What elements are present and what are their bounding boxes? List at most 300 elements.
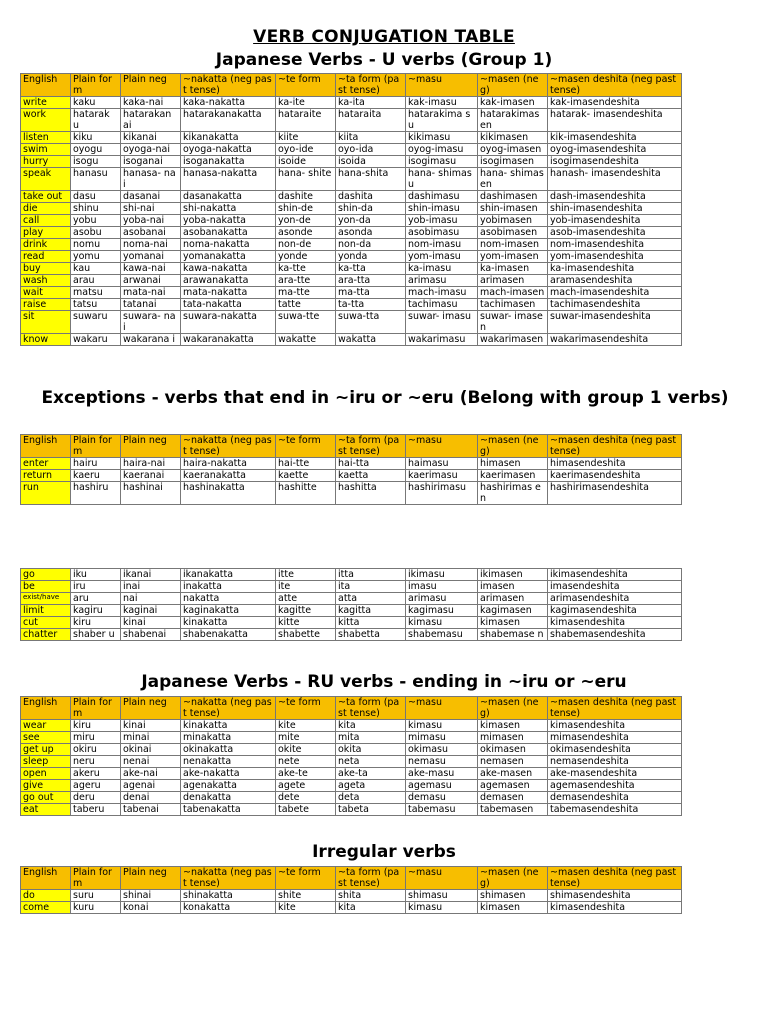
column-header: ~masen deshita (neg past tense) xyxy=(548,867,682,890)
section-title-exceptions: Exceptions - verbs that end in ~iru or ~eru (Belong with group 1 verbs) xyxy=(41,388,729,408)
conjugation-cell: dasu xyxy=(71,191,121,203)
conjugation-cell: demasu xyxy=(406,792,478,804)
conjugation-cell: iru xyxy=(71,581,121,593)
conjugation-cell: kimasen xyxy=(478,617,548,629)
conjugation-cell: kawa-nai xyxy=(121,263,181,275)
english-cell: raise xyxy=(21,299,71,311)
conjugation-cell: miru xyxy=(71,732,121,744)
section-title-irregular: Irregular verbs xyxy=(312,842,456,862)
table-row xyxy=(21,780,682,792)
conjugation-cell: imasendeshita xyxy=(548,581,682,593)
conjugation-cell: minakatta xyxy=(181,732,276,744)
table-exceptions xyxy=(20,434,682,505)
conjugation-cell: kaginakatta xyxy=(181,605,276,617)
conjugation-cell: kinai xyxy=(121,617,181,629)
conjugation-cell: ake-ta xyxy=(336,768,406,780)
conjugation-cell: ake-masendeshita xyxy=(548,768,682,780)
table-row xyxy=(21,299,682,311)
conjugation-cell: hashitta xyxy=(336,482,406,505)
conjugation-cell: oyog-imasu xyxy=(406,144,478,156)
conjugation-cell: nom-imasendeshita xyxy=(548,239,682,251)
conjugation-cell: wakaru xyxy=(71,334,121,346)
english-cell: drink xyxy=(21,239,71,251)
conjugation-cell: isogimasendeshita xyxy=(548,156,682,168)
english-cell: wear xyxy=(21,720,71,732)
conjugation-cell: hatarak u xyxy=(71,109,121,132)
english-cell: be xyxy=(21,581,71,593)
column-header: Plain form xyxy=(71,867,121,890)
conjugation-cell: okiru xyxy=(71,744,121,756)
english-cell: speak xyxy=(21,168,71,191)
conjugation-cell: tabenai xyxy=(121,804,181,816)
conjugation-cell: minai xyxy=(121,732,181,744)
conjugation-cell: aramasendeshita xyxy=(548,275,682,287)
table-row xyxy=(21,569,682,581)
english-cell: sit xyxy=(21,311,71,334)
conjugation-cell: yom-imasu xyxy=(406,251,478,263)
table-header-row xyxy=(21,697,682,720)
conjugation-cell: okimasu xyxy=(406,744,478,756)
column-header: ~nakatta (neg past tense) xyxy=(181,435,276,458)
conjugation-cell: okinai xyxy=(121,744,181,756)
column-header: ~nakatta (neg past tense) xyxy=(181,867,276,890)
conjugation-cell: shi-nakatta xyxy=(181,203,276,215)
column-header: Plain form xyxy=(71,697,121,720)
conjugation-cell: yomanakatta xyxy=(181,251,276,263)
english-cell: write xyxy=(21,97,71,109)
conjugation-cell: himasen xyxy=(478,458,548,470)
conjugation-cell: kau xyxy=(71,263,121,275)
column-header: English xyxy=(21,697,71,720)
conjugation-cell: kimasu xyxy=(406,902,478,914)
english-cell: wait xyxy=(21,287,71,299)
column-header: ~masen (neg) xyxy=(478,867,548,890)
conjugation-cell: nenakatta xyxy=(181,756,276,768)
conjugation-cell: deru xyxy=(71,792,121,804)
table-row xyxy=(21,132,682,144)
english-cell: enter xyxy=(21,458,71,470)
conjugation-cell: shinakatta xyxy=(181,890,276,902)
table-row xyxy=(21,581,682,593)
conjugation-cell: kiita xyxy=(336,132,406,144)
conjugation-cell: kimasu xyxy=(406,720,478,732)
table-row xyxy=(21,768,682,780)
column-header: ~nakatta (neg past tense) xyxy=(181,74,276,97)
table-row xyxy=(21,756,682,768)
conjugation-cell: hana-shita xyxy=(336,168,406,191)
conjugation-cell: imasu xyxy=(406,581,478,593)
conjugation-cell: suwara-nakatta xyxy=(181,311,276,334)
conjugation-cell: hatarakima su xyxy=(406,109,478,132)
conjugation-cell: kimasen xyxy=(478,902,548,914)
conjugation-cell: shabenakatta xyxy=(181,629,276,641)
conjugation-cell: ka-tte xyxy=(276,263,336,275)
column-header: ~ta form (past tense) xyxy=(336,697,406,720)
table-other-exceptions xyxy=(20,568,682,641)
conjugation-cell: hana- shimasu xyxy=(406,168,478,191)
conjugation-cell: tabemasendeshita xyxy=(548,804,682,816)
english-cell: know xyxy=(21,334,71,346)
conjugation-cell: atta xyxy=(336,593,406,605)
english-cell: take out xyxy=(21,191,71,203)
conjugation-cell: nete xyxy=(276,756,336,768)
conjugation-cell: non-da xyxy=(336,239,406,251)
conjugation-cell: hataraite xyxy=(276,109,336,132)
conjugation-cell: yob-imasu xyxy=(406,215,478,227)
conjugation-cell: kagimasu xyxy=(406,605,478,617)
conjugation-cell: hashinakatta xyxy=(181,482,276,505)
conjugation-cell: kaginai xyxy=(121,605,181,617)
conjugation-cell: hashinai xyxy=(121,482,181,505)
page-title: VERB CONJUGATION TABLE xyxy=(253,27,515,47)
conjugation-cell: yob-imasendeshita xyxy=(548,215,682,227)
table-row xyxy=(21,482,682,505)
conjugation-cell: shita xyxy=(336,890,406,902)
conjugation-cell: kimasu xyxy=(406,617,478,629)
conjugation-cell: kagiru xyxy=(71,605,121,617)
column-header: ~te form xyxy=(276,867,336,890)
conjugation-cell: isogimasen xyxy=(478,156,548,168)
english-cell: read xyxy=(21,251,71,263)
table-row xyxy=(21,732,682,744)
conjugation-cell: hashitte xyxy=(276,482,336,505)
conjugation-cell: shi-nai xyxy=(121,203,181,215)
column-header: Plain form xyxy=(71,74,121,97)
conjugation-cell: ikanakatta xyxy=(181,569,276,581)
conjugation-cell: nakatta xyxy=(181,593,276,605)
column-header: Plain neg xyxy=(121,697,181,720)
conjugation-cell: agenakatta xyxy=(181,780,276,792)
conjugation-cell: hai-tte xyxy=(276,458,336,470)
conjugation-cell: kiite xyxy=(276,132,336,144)
english-cell: go out xyxy=(21,792,71,804)
conjugation-cell: agenai xyxy=(121,780,181,792)
conjugation-cell: kiku xyxy=(71,132,121,144)
column-header: ~masen deshita (neg past tense) xyxy=(548,697,682,720)
conjugation-cell: oyoga-nakatta xyxy=(181,144,276,156)
column-header: ~masu xyxy=(406,435,478,458)
conjugation-cell: dete xyxy=(276,792,336,804)
conjugation-cell: ara-tta xyxy=(336,275,406,287)
conjugation-cell: kagimasen xyxy=(478,605,548,617)
conjugation-cell: ikanai xyxy=(121,569,181,581)
conjugation-cell: konai xyxy=(121,902,181,914)
conjugation-cell: wakarimasu xyxy=(406,334,478,346)
conjugation-cell: shabetta xyxy=(336,629,406,641)
column-header: ~masen (neg) xyxy=(478,74,548,97)
conjugation-cell: mach-imasu xyxy=(406,287,478,299)
conjugation-cell: asobanakatta xyxy=(181,227,276,239)
conjugation-cell: kinai xyxy=(121,720,181,732)
conjugation-cell: kaetta xyxy=(336,470,406,482)
conjugation-cell: shin-imasendeshita xyxy=(548,203,682,215)
english-cell: eat xyxy=(21,804,71,816)
english-cell: sleep xyxy=(21,756,71,768)
conjugation-cell: arimasen xyxy=(478,593,548,605)
conjugation-cell: hashirimas en xyxy=(478,482,548,505)
table-row xyxy=(21,144,682,156)
conjugation-cell: ikimasendeshita xyxy=(548,569,682,581)
conjugation-cell: isogimasu xyxy=(406,156,478,168)
english-cell: give xyxy=(21,780,71,792)
conjugation-cell: asob-imasendeshita xyxy=(548,227,682,239)
conjugation-cell: nemasen xyxy=(478,756,548,768)
conjugation-cell: okimasen xyxy=(478,744,548,756)
conjugation-cell: kimasendeshita xyxy=(548,617,682,629)
conjugation-cell: hataraita xyxy=(336,109,406,132)
conjugation-cell: oyoga-nai xyxy=(121,144,181,156)
conjugation-cell: hanash- imasendeshita xyxy=(548,168,682,191)
conjugation-cell: kaette xyxy=(276,470,336,482)
english-cell: wash xyxy=(21,275,71,287)
conjugation-cell: shabette xyxy=(276,629,336,641)
conjugation-cell: kak-imasendeshita xyxy=(548,97,682,109)
conjugation-cell: hana- shimasen xyxy=(478,168,548,191)
conjugation-cell: kite xyxy=(276,720,336,732)
conjugation-cell: agemasu xyxy=(406,780,478,792)
table-row xyxy=(21,168,682,191)
conjugation-cell: hanasu xyxy=(71,168,121,191)
conjugation-cell: noma-nai xyxy=(121,239,181,251)
conjugation-cell: isoide xyxy=(276,156,336,168)
conjugation-cell: dasanai xyxy=(121,191,181,203)
conjugation-cell: shinai xyxy=(121,890,181,902)
conjugation-cell: atte xyxy=(276,593,336,605)
conjugation-cell: mach-imasen xyxy=(478,287,548,299)
column-header: ~masen deshita (neg past tense) xyxy=(548,74,682,97)
conjugation-cell: demasendeshita xyxy=(548,792,682,804)
section-title-group1: Japanese Verbs - U verbs (Group 1) xyxy=(215,50,553,70)
conjugation-cell: tabemasu xyxy=(406,804,478,816)
column-header: English xyxy=(21,74,71,97)
table-row xyxy=(21,458,682,470)
conjugation-cell: suwaru xyxy=(71,311,121,334)
conjugation-cell: kak-imasen xyxy=(478,97,548,109)
conjugation-cell: ka-imasen xyxy=(478,263,548,275)
conjugation-cell: suwar-imasendeshita xyxy=(548,311,682,334)
conjugation-cell: mata-nakatta xyxy=(181,287,276,299)
conjugation-cell: yom-imasen xyxy=(478,251,548,263)
english-cell: swim xyxy=(21,144,71,156)
conjugation-cell: nemasendeshita xyxy=(548,756,682,768)
conjugation-cell: ka-imasendeshita xyxy=(548,263,682,275)
english-cell: do xyxy=(21,890,71,902)
conjugation-cell: kita xyxy=(336,902,406,914)
conjugation-cell: yobimasen xyxy=(478,215,548,227)
conjugation-cell: wakatta xyxy=(336,334,406,346)
conjugation-cell: kikimasu xyxy=(406,132,478,144)
english-cell: limit xyxy=(21,605,71,617)
english-cell: die xyxy=(21,203,71,215)
english-cell: run xyxy=(21,482,71,505)
english-cell: chatter xyxy=(21,629,71,641)
conjugation-cell: shimasendeshita xyxy=(548,890,682,902)
table-row xyxy=(21,744,682,756)
conjugation-cell: kikanakatta xyxy=(181,132,276,144)
conjugation-cell: shin-imasu xyxy=(406,203,478,215)
conjugation-cell: noma-nakatta xyxy=(181,239,276,251)
column-header: ~masen (neg) xyxy=(478,435,548,458)
conjugation-cell: hatarakanakatta xyxy=(181,109,276,132)
conjugation-cell: shimasu xyxy=(406,890,478,902)
conjugation-cell: kitte xyxy=(276,617,336,629)
conjugation-cell: kiru xyxy=(71,720,121,732)
english-cell: listen xyxy=(21,132,71,144)
conjugation-cell: shabemase n xyxy=(478,629,548,641)
conjugation-cell: suwara- nai xyxy=(121,311,181,334)
conjugation-cell: matsu xyxy=(71,287,121,299)
conjugation-cell: kagitte xyxy=(276,605,336,617)
table-row xyxy=(21,792,682,804)
column-header: ~ta form (past tense) xyxy=(336,74,406,97)
english-cell: hurry xyxy=(21,156,71,168)
english-cell: exist/have xyxy=(21,593,71,605)
table-header-row xyxy=(21,74,682,97)
conjugation-cell: hairu xyxy=(71,458,121,470)
conjugation-cell: ikimasen xyxy=(478,569,548,581)
conjugation-cell: kagitta xyxy=(336,605,406,617)
conjugation-cell: yoba-nai xyxy=(121,215,181,227)
table-row xyxy=(21,109,682,132)
column-header: ~ta form (past tense) xyxy=(336,867,406,890)
table-ru-verbs xyxy=(20,696,682,816)
conjugation-cell: inai xyxy=(121,581,181,593)
conjugation-cell: mite xyxy=(276,732,336,744)
conjugation-cell: kimasendeshita xyxy=(548,720,682,732)
conjugation-cell: okimasendeshita xyxy=(548,744,682,756)
table-row xyxy=(21,263,682,275)
conjugation-cell: suwar- imasu xyxy=(406,311,478,334)
conjugation-cell: denai xyxy=(121,792,181,804)
conjugation-cell: kaerimasen xyxy=(478,470,548,482)
column-header: ~masen (neg) xyxy=(478,697,548,720)
conjugation-cell: okita xyxy=(336,744,406,756)
english-cell: go xyxy=(21,569,71,581)
conjugation-cell: itte xyxy=(276,569,336,581)
conjugation-cell: hai-tta xyxy=(336,458,406,470)
english-cell: come xyxy=(21,902,71,914)
conjugation-cell: dash-imasendeshita xyxy=(548,191,682,203)
conjugation-cell: arawanakatta xyxy=(181,275,276,287)
column-header: English xyxy=(21,867,71,890)
conjugation-cell: asobimasen xyxy=(478,227,548,239)
conjugation-cell: yom-imasendeshita xyxy=(548,251,682,263)
conjugation-cell: non-de xyxy=(276,239,336,251)
conjugation-cell: kiru xyxy=(71,617,121,629)
table-row xyxy=(21,287,682,299)
conjugation-cell: deta xyxy=(336,792,406,804)
conjugation-cell: hashirimasu xyxy=(406,482,478,505)
conjugation-cell: mata-nai xyxy=(121,287,181,299)
conjugation-cell: neta xyxy=(336,756,406,768)
section-title-ru-verbs: Japanese Verbs - RU verbs - ending in ~iru or ~eru xyxy=(141,672,627,692)
conjugation-cell: iku xyxy=(71,569,121,581)
table-header-row xyxy=(21,435,682,458)
conjugation-cell: ma-tte xyxy=(276,287,336,299)
conjugation-cell: isoida xyxy=(336,156,406,168)
column-header: ~masu xyxy=(406,74,478,97)
conjugation-cell: himasendeshita xyxy=(548,458,682,470)
conjugation-cell: kite xyxy=(276,902,336,914)
conjugation-cell: isogu xyxy=(71,156,121,168)
column-header: ~nakatta (neg past tense) xyxy=(181,697,276,720)
english-cell: buy xyxy=(21,263,71,275)
conjugation-cell: asonda xyxy=(336,227,406,239)
conjugation-cell: suwar- imasen xyxy=(478,311,548,334)
conjugation-cell: arimasu xyxy=(406,275,478,287)
conjugation-cell: mimasu xyxy=(406,732,478,744)
english-cell: open xyxy=(21,768,71,780)
conjugation-cell: ake-te xyxy=(276,768,336,780)
column-header: ~te form xyxy=(276,435,336,458)
conjugation-cell: mimasendeshita xyxy=(548,732,682,744)
conjugation-cell: tabeta xyxy=(336,804,406,816)
conjugation-cell: yonda xyxy=(336,251,406,263)
conjugation-cell: wakarimasen xyxy=(478,334,548,346)
conjugation-cell: kaka-nai xyxy=(121,97,181,109)
conjugation-cell: hanasa- nai xyxy=(121,168,181,191)
conjugation-cell: arau xyxy=(71,275,121,287)
column-header: ~te form xyxy=(276,697,336,720)
conjugation-cell: okinakatta xyxy=(181,744,276,756)
table-row xyxy=(21,227,682,239)
conjugation-cell: hashirimasendeshita xyxy=(548,482,682,505)
conjugation-cell: kimasen xyxy=(478,720,548,732)
conjugation-cell: taberu xyxy=(71,804,121,816)
conjugation-cell: shimasen xyxy=(478,890,548,902)
conjugation-cell: wakaranakatta xyxy=(181,334,276,346)
conjugation-cell: yonde xyxy=(276,251,336,263)
conjugation-cell: okite xyxy=(276,744,336,756)
table-row xyxy=(21,275,682,287)
table-row xyxy=(21,311,682,334)
conjugation-cell: ka-ite xyxy=(276,97,336,109)
conjugation-cell: isoganai xyxy=(121,156,181,168)
conjugation-cell: suwa-tte xyxy=(276,311,336,334)
conjugation-cell: ake-nakatta xyxy=(181,768,276,780)
conjugation-cell: asobanai xyxy=(121,227,181,239)
conjugation-cell: mita xyxy=(336,732,406,744)
conjugation-cell: dasanakatta xyxy=(181,191,276,203)
english-cell: return xyxy=(21,470,71,482)
conjugation-cell: ka-imasu xyxy=(406,263,478,275)
conjugation-cell: kawa-nakatta xyxy=(181,263,276,275)
english-cell: call xyxy=(21,215,71,227)
conjugation-cell: hatarakan ai xyxy=(121,109,181,132)
english-cell: see xyxy=(21,732,71,744)
conjugation-cell: ikimasu xyxy=(406,569,478,581)
conjugation-cell: tatanai xyxy=(121,299,181,311)
conjugation-cell: kaerimasu xyxy=(406,470,478,482)
table-header-row xyxy=(21,867,682,890)
conjugation-cell: kak-imasu xyxy=(406,97,478,109)
conjugation-cell: yobu xyxy=(71,215,121,227)
conjugation-cell: hatarakimas en xyxy=(478,109,548,132)
conjugation-cell: nai xyxy=(121,593,181,605)
table-row xyxy=(21,804,682,816)
conjugation-cell: wakatte xyxy=(276,334,336,346)
conjugation-cell: shin-da xyxy=(336,203,406,215)
conjugation-cell: ka-tta xyxy=(336,263,406,275)
conjugation-cell: mimasen xyxy=(478,732,548,744)
conjugation-cell: asobimasu xyxy=(406,227,478,239)
conjugation-cell: tabenakatta xyxy=(181,804,276,816)
conjugation-cell: haimasu xyxy=(406,458,478,470)
table-row xyxy=(21,97,682,109)
english-cell: cut xyxy=(21,617,71,629)
conjugation-cell: ite xyxy=(276,581,336,593)
table-row xyxy=(21,239,682,251)
